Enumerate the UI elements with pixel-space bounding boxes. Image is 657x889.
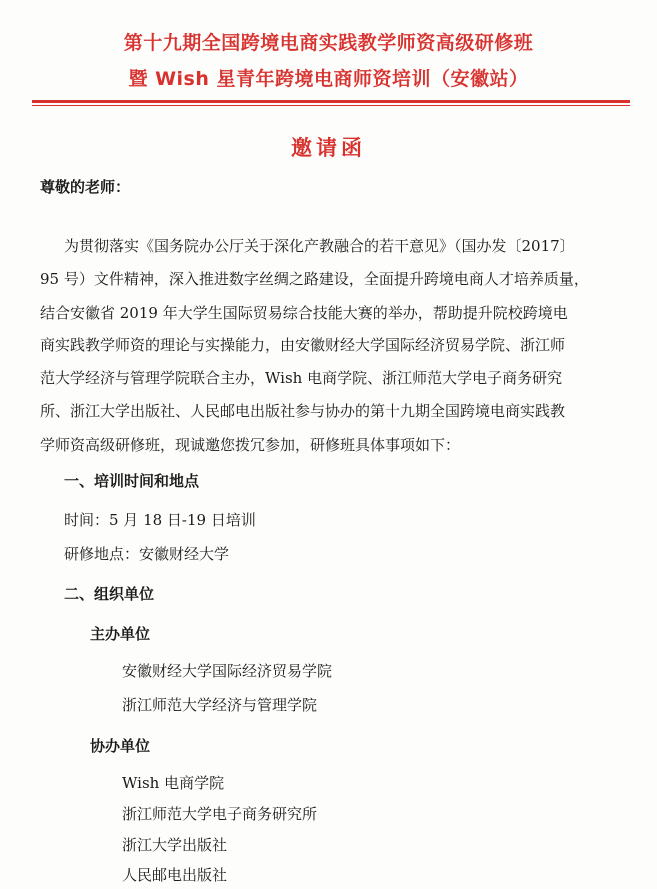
- body-line-4: 商实践教学师资的理论与实操能力，由安徽财经大学国际经济贸易学院、浙江师: [40, 336, 566, 354]
- invitation-heading: 邀请函: [291, 135, 366, 160]
- co-host-item: Wish 电商学院: [122, 774, 225, 792]
- host-label: 主办单位: [90, 625, 151, 643]
- salutation: 尊敬的老师：: [40, 178, 131, 196]
- body-line-1: 为贯彻落实《国务院办公厅关于深化产教融合的若干意见》（国办发〔2017〕: [64, 237, 575, 255]
- body-line-6: 所、浙江大学出版社、人民邮电出版社参与协办的第十九期全国跨境电商实践教: [40, 402, 566, 420]
- co-host-item: 浙江师范大学电子商务研究所: [122, 805, 318, 823]
- section-1-title: 一、培训时间和地点: [64, 472, 200, 490]
- co-host-item: 人民邮电出版社: [122, 866, 228, 884]
- body-line-5: 范大学经济与管理学院联合主办，Wish 电商学院、浙江师范大学电子商务研究: [40, 369, 563, 387]
- header-divider-thick: [32, 100, 630, 103]
- host-item: 浙江师范大学经济与管理学院: [122, 696, 318, 714]
- training-place: 研修地点：安徽财经大学: [64, 545, 230, 563]
- training-time: 时间：5 月 18 日-19 日培训: [64, 511, 256, 529]
- header-title-line1: 第十九期全国跨境电商实践教学师资高级研修班: [123, 32, 534, 54]
- body-line-2: 95 号）文件精神，深入推进数字丝绸之路建设，全面提升跨境电商人才培养质量，: [40, 270, 589, 288]
- co-host-label: 协办单位: [90, 737, 151, 755]
- section-2-title: 二、组织单位: [64, 585, 155, 603]
- body-line-3: 结合安徽省 2019 年大学生国际贸易综合技能大赛的举办，帮助提升院校跨境电: [40, 304, 568, 322]
- body-line-7: 学师资高级研修班，现诚邀您拨冗参加，研修班具体事项如下：: [40, 436, 461, 454]
- co-host-item: 浙江大学出版社: [122, 836, 228, 854]
- header-title-line2: 暨 Wish 星青年跨境电商师资培训（安徽站）: [128, 68, 529, 90]
- header-divider-thin: [32, 105, 630, 106]
- host-item: 安徽财经大学国际经济贸易学院: [122, 662, 333, 680]
